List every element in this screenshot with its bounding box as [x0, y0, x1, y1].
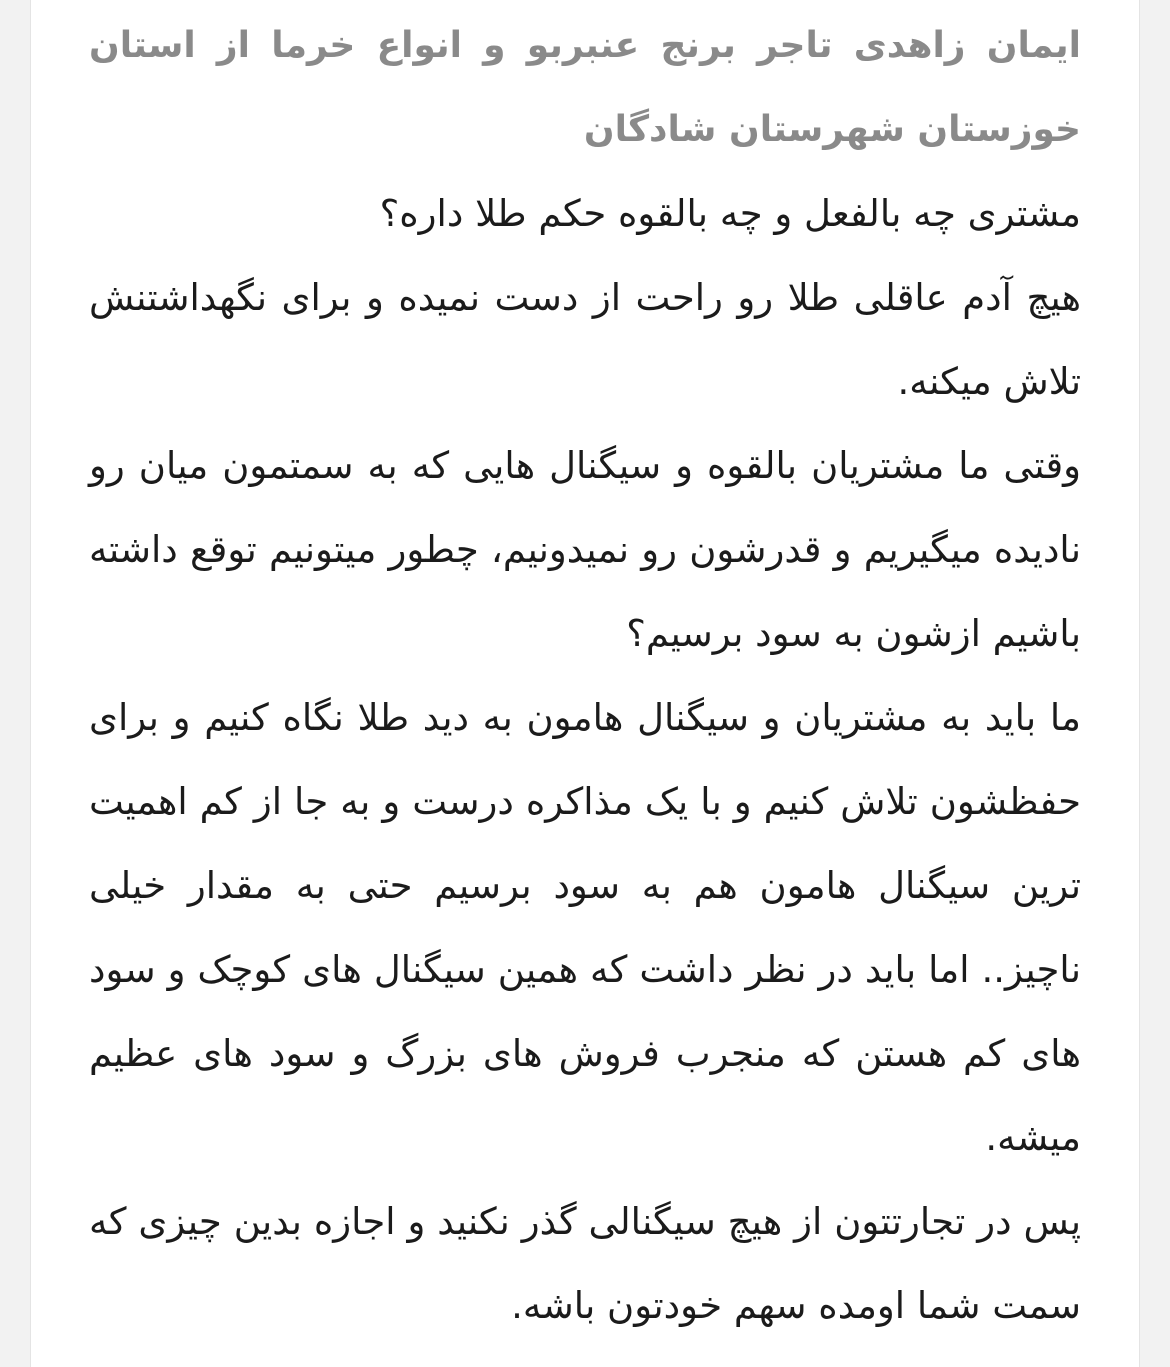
- paragraph-potential-customers: وقتی ما مشتریان بالقوه و سیگنال هایی که به سمتمون میان رو نادیده میگیریم و قدرشون رو نمیدونیم، چطور میتونیم توقع داشته باشیم ازشون به سود برسیم؟: [89, 444, 1081, 655]
- paragraph-gold: هیچ آدم عاقلی طلا رو راحت از دست نمیده و برای نگهداشتنش تلاش میکنه.: [89, 276, 1081, 403]
- article-page: [30, 0, 1140, 1367]
- paragraph-question: مشتری چه بالفعل و چه بالقوه حکم طلا داره؟: [379, 192, 1081, 235]
- paragraph-conclusion: پس در تجارتتون از هیچ سیگنالی گذر نکنید و اجازه بدین چیزی که سمت شما اومده سهم خودتون باشه.: [89, 1200, 1081, 1327]
- author-line: ایمان زاهدی تاجر برنج عنبربو و انواع خرما از استان خوزستان شهرستان شادگان: [89, 25, 1081, 150]
- article-body: [89, 4, 1081, 1348]
- paragraph-signals: ما باید به مشتریان و سیگنال هامون به دید طلا نگاه کنیم و برای حفظشون تلاش کنیم و با یک مذاکره درست و به جا از کم اهمیت ترین سیگنال هامون هم به سود برسیم حتی به مقدار خیلی ناچیز.. اما باید در نظر داشت که همین سیگنال های کوچک و سود های کم هستن که منجرب فروش های بزرگ و سود های عظیم میشه.: [89, 696, 1081, 1159]
